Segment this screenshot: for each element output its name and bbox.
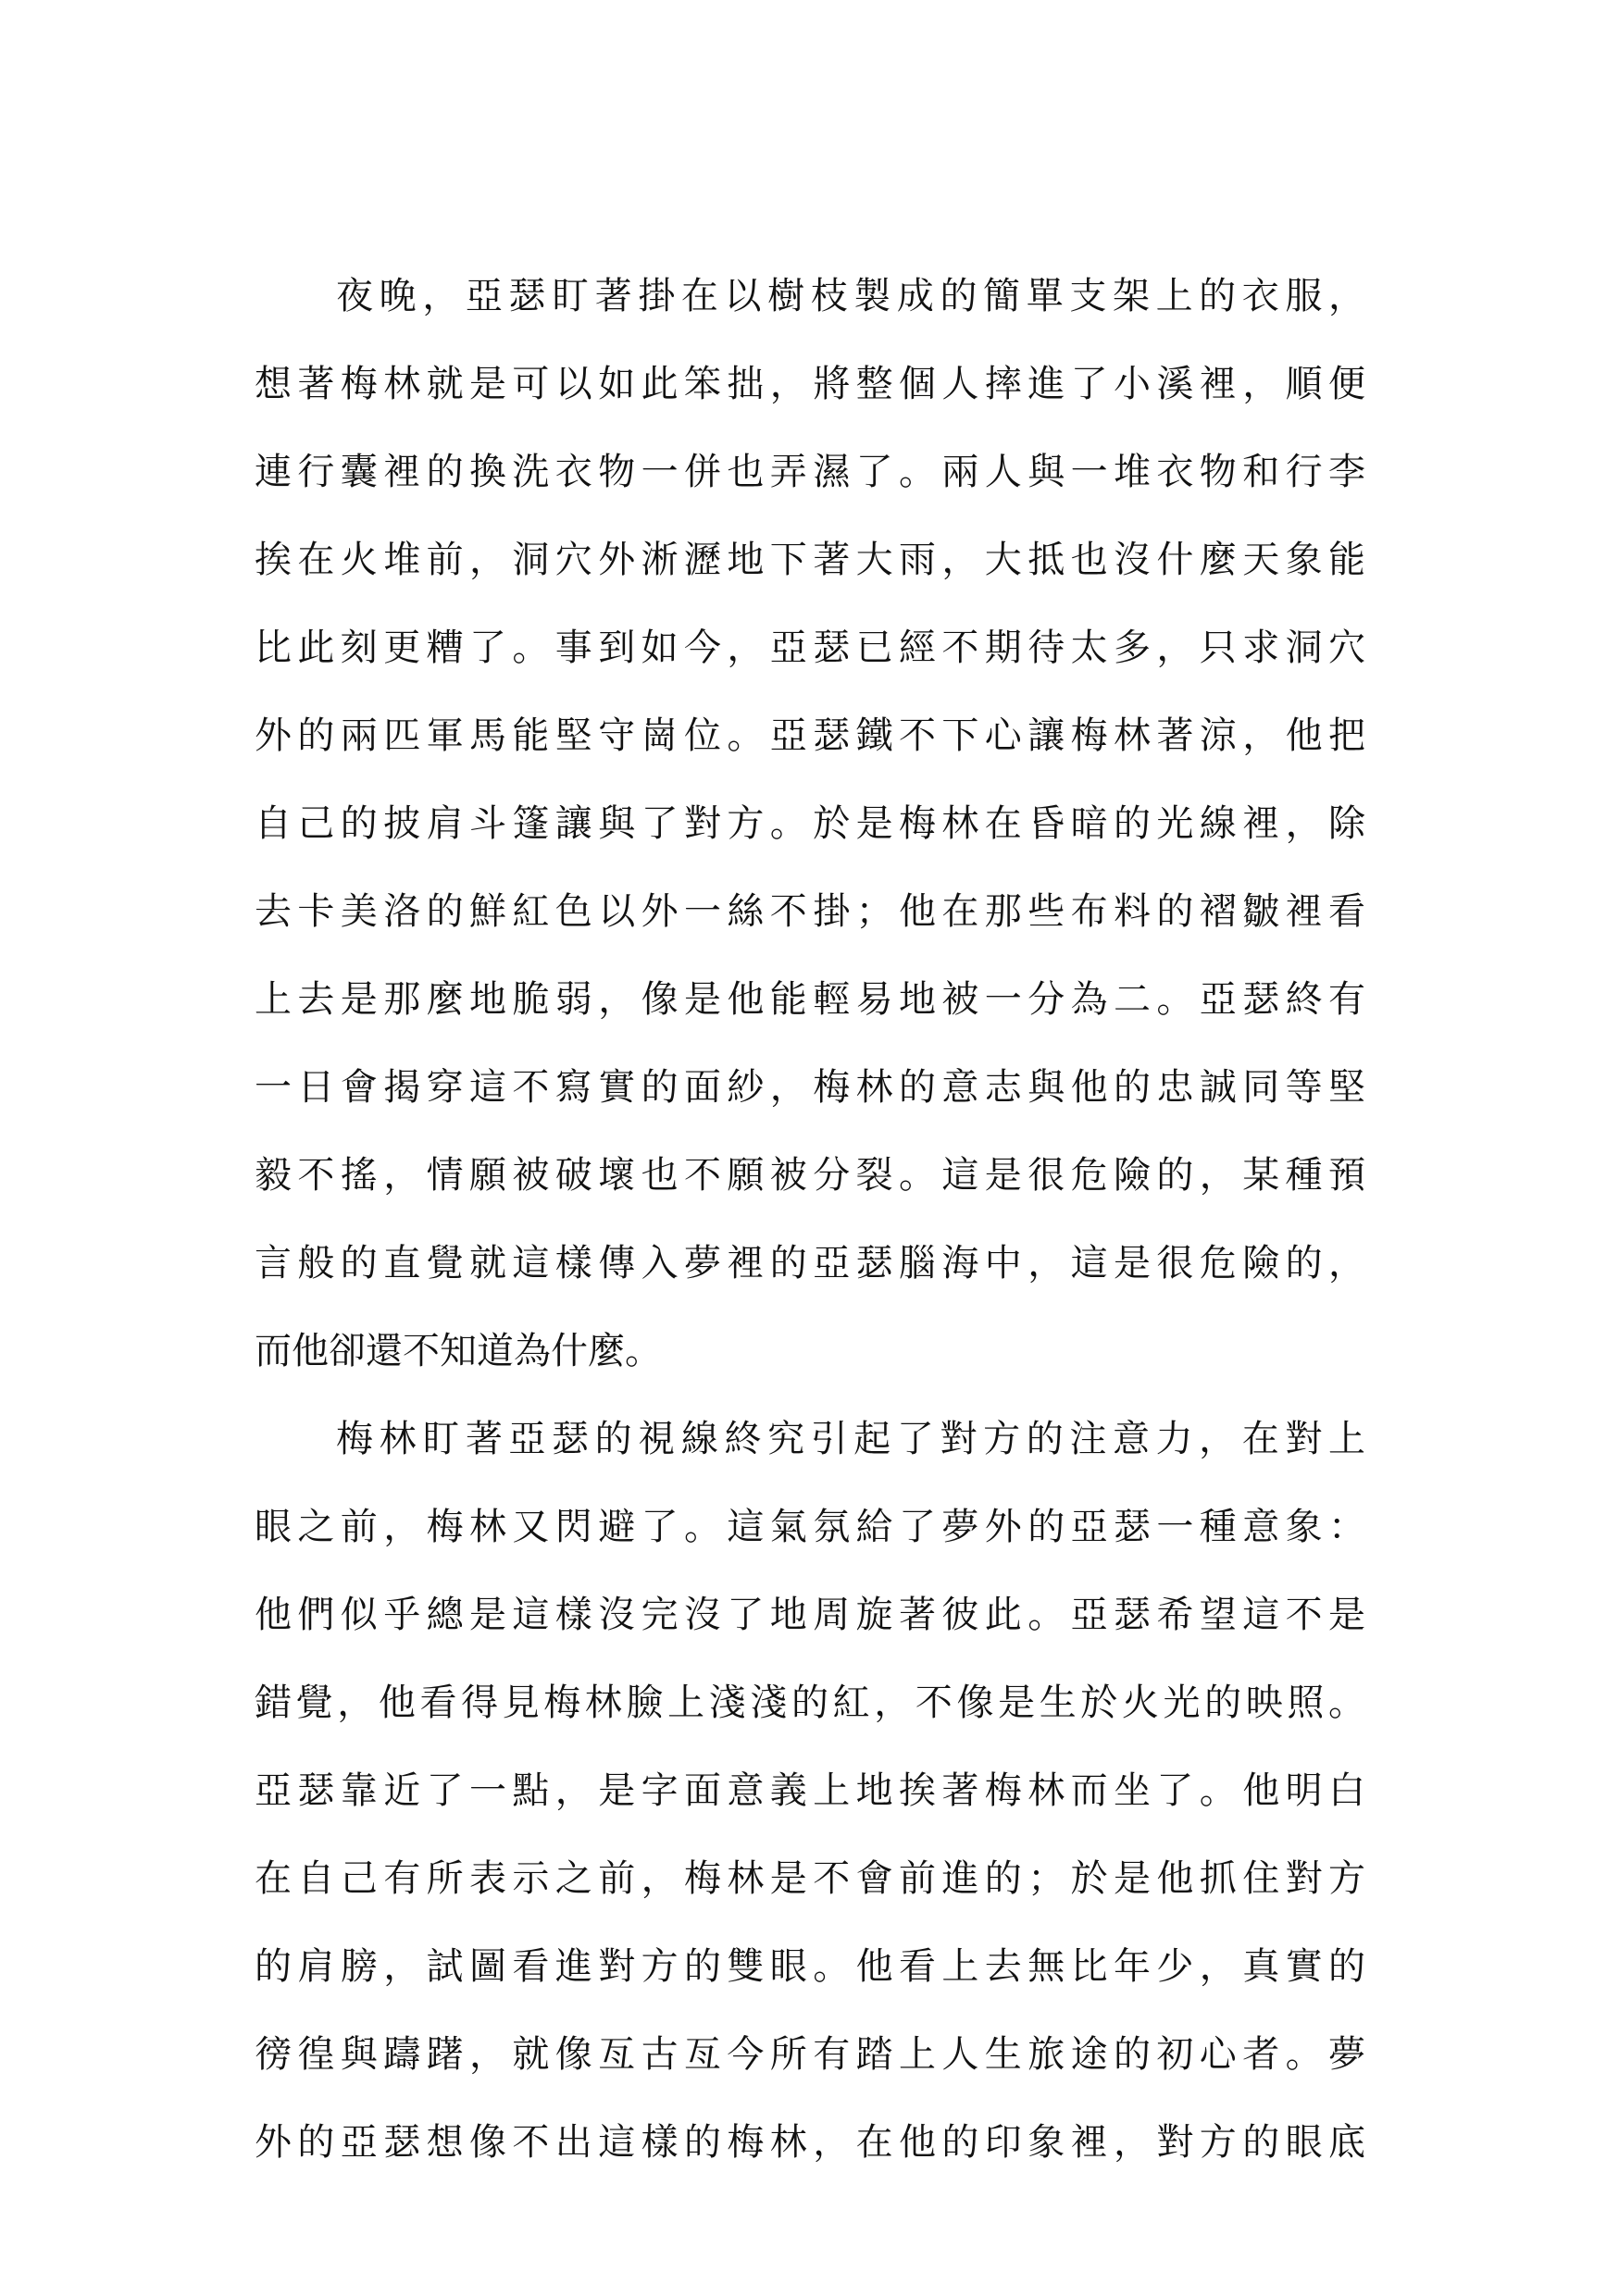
text-line: 挨在火堆前，洞穴外淅瀝地下著大雨，大抵也沒什麼天象能 (255, 539, 1365, 581)
text-line: 夜晚，亞瑟盯著掛在以樹枝製成的簡單支架上的衣服， (336, 275, 1365, 317)
text-line: 上去是那麼地脆弱，像是他能輕易地被一分為二。亞瑟終有 (255, 978, 1365, 1021)
paragraph-1 (255, 254, 1365, 1397)
text-line: 外的兩匹軍馬能堅守崗位。亞瑟鐵不下心讓梅林著涼，他把 (255, 714, 1365, 757)
text-line: 眼之前，梅林又閃避了。這氣氛給了夢外的亞瑟一種意象： (255, 1506, 1365, 1548)
text-line: 外的亞瑟想像不出這樣的梅林，在他的印象裡，對方的眼底 (255, 2121, 1365, 2164)
text-line: 一日會揭穿這不寫實的面紗，梅林的意志與他的忠誠同等堅 (255, 1066, 1365, 1109)
text-line: 他們似乎總是這樣沒完沒了地周旋著彼此。亞瑟希望這不是 (255, 1594, 1365, 1636)
text-line: 錯覺，他看得見梅林臉上淺淺的紅，不像是生於火光的映照。 (255, 1682, 1365, 1724)
text-line: 連行囊裡的換洗衣物一併也弄濕了。兩人與一堆衣物和行李 (255, 451, 1365, 493)
text-line: 自己的披肩斗篷讓與了對方。於是梅林在昏暗的光線裡，除 (255, 802, 1365, 845)
text-line: 亞瑟靠近了一點，是字面意義上地挨著梅林而坐了。他明白 (255, 1769, 1365, 1812)
text-line: 徬徨與躊躇，就像亙古亙今所有踏上人生旅途的初心者。夢 (255, 2033, 1365, 2076)
paragraph-2 (255, 1397, 1365, 2189)
text-line: 去卡美洛的鮮紅色以外一絲不掛；他在那些布料的褶皺裡看 (255, 890, 1365, 933)
text-line: 梅林盯著亞瑟的視線終究引起了對方的注意力，在對上 (336, 1418, 1365, 1460)
text-line: 的肩膀，試圖看進對方的雙眼。他看上去無比年少，真實的 (255, 1945, 1365, 1988)
text-line: 毅不搖，情願被破壞也不願被分裂。這是很危險的，某種預 (255, 1154, 1365, 1197)
text-line: 在自己有所表示之前，梅林是不會前進的；於是他抓住對方 (255, 1857, 1365, 1900)
text-line: 比此刻更糟了。事到如今，亞瑟已經不期待太多，只求洞穴 (255, 627, 1365, 669)
text-line: 言般的直覺就這樣傳入夢裡的亞瑟腦海中，這是很危險的， (255, 1242, 1365, 1285)
text-line: 而他卻還不知道為什麼。 (255, 1330, 662, 1372)
body-text (255, 254, 1365, 2189)
text-line: 想著梅林就是可以如此笨拙，將整個人摔進了小溪裡，順便 (255, 363, 1365, 405)
